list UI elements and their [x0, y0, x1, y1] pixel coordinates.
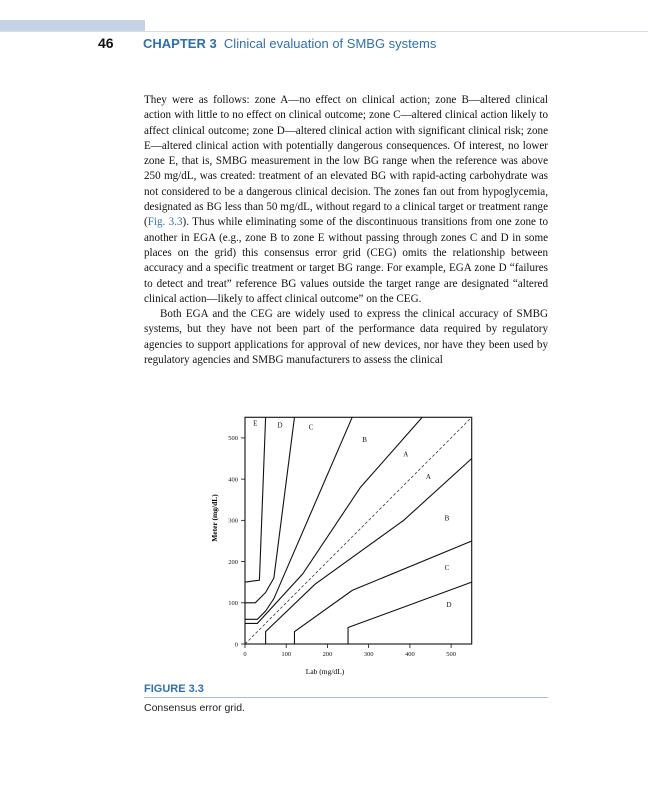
chapter-label: CHAPTER 3	[143, 36, 217, 51]
header-accent-bar	[0, 20, 145, 31]
paragraph-2: Both EGA and the CEG are widely used to express the clinical accuracy of SMBG systems, but they have not been part of the performance data required by regulatory agencies to support applications for approval of new devices, nor have they been used by regulatory agencies and SMBG manufacturers to assess the clinical	[144, 308, 548, 367]
zone-label-B: B	[362, 436, 367, 445]
body-text	[144, 93, 548, 368]
figure-link[interactable]: Fig. 3.3	[147, 216, 183, 229]
zone-boundary-upper-B-C	[245, 417, 352, 619]
zone-boundary-lower-A-B	[266, 459, 472, 644]
zone-label-D: D	[446, 600, 452, 609]
plot-area	[228, 417, 471, 658]
paragraph-1-part-a: They were as follows: zone A—no effect on clinical action; zone B—altered clinical action with little to no effect on clinical outcome; zone C—altered clinical action likely to affect clinical outcome; zone D—altered clinical action with significant clinical risk; zone E—altered clinical action with potentially dangerous consequences. Of interest, no lower zone E, that is, SMBG measurement in the low BG range when the reference was above 250 mg/dL, was created: treatment of an elevated BG with rapid-acting carbohydrate was not considered to be a dangerous clinical decision. The zones fan out from hypoglycemia, designated as BG less than 50 mg/dL, without regard to a clinical target or treatment range (	[144, 94, 548, 229]
zone-boundary-upper-C-D	[245, 417, 294, 602]
consensus-error-grid-chart	[200, 400, 480, 682]
x-tick-label: 300	[363, 651, 374, 658]
x-tick-label: 500	[446, 651, 456, 658]
y-tick-label: 300	[228, 517, 238, 525]
zone-label-A: A	[425, 473, 431, 482]
y-tick-label: 500	[228, 435, 238, 443]
zone-label-C: C	[308, 423, 314, 432]
figure-caption: Consensus error grid.	[144, 702, 245, 714]
zone-label-C: C	[444, 563, 450, 572]
zone-boundary-lower-C-D	[348, 582, 472, 644]
header-rule	[0, 31, 648, 32]
x-tick-label: 400	[405, 651, 415, 658]
zone-label-A: A	[403, 450, 409, 459]
zone-label-D: D	[277, 421, 283, 430]
y-axis-label: Meter (mg/dL)	[210, 494, 219, 542]
y-tick-label: 0	[234, 641, 238, 649]
zone-boundary-upper-D-E	[245, 417, 266, 582]
x-axis-label: Lab (mg/dL)	[305, 667, 345, 676]
figure-rule	[144, 697, 548, 698]
identity-line	[245, 417, 472, 644]
y-tick-label: 200	[228, 558, 238, 566]
y-tick-label: 400	[228, 476, 238, 484]
page-number: 46	[98, 35, 114, 51]
zone-boundary-upper-A-B	[245, 417, 422, 623]
paragraph-1-part-b: ). Thus while eliminating some of the discontinuous transitions from one zone to another in EGA (e.g., zone B to zone E without passing through zones C and D in some places on the grid) this consensus error grid (CEG) omits the relationship between accuracy and a specific treatment or target BG range. For example, EGA zone D “failures to detect and treat” reference BG values outside the target range are designated “altered clinical action—likely to affect clinical outcome” on the CEG.	[144, 216, 548, 305]
paragraph-1	[144, 93, 548, 307]
x-tick-label: 100	[281, 651, 292, 658]
y-tick-label: 100	[228, 600, 238, 608]
zone-label-E: E	[253, 419, 258, 428]
running-header	[143, 36, 436, 51]
figure-label: FIGURE 3.3	[144, 683, 204, 695]
x-tick-label: 0	[243, 651, 247, 658]
x-tick-label: 200	[322, 651, 333, 658]
chapter-title: Clinical evaluation of SMBG systems	[223, 36, 437, 51]
zone-label-B: B	[444, 514, 450, 523]
